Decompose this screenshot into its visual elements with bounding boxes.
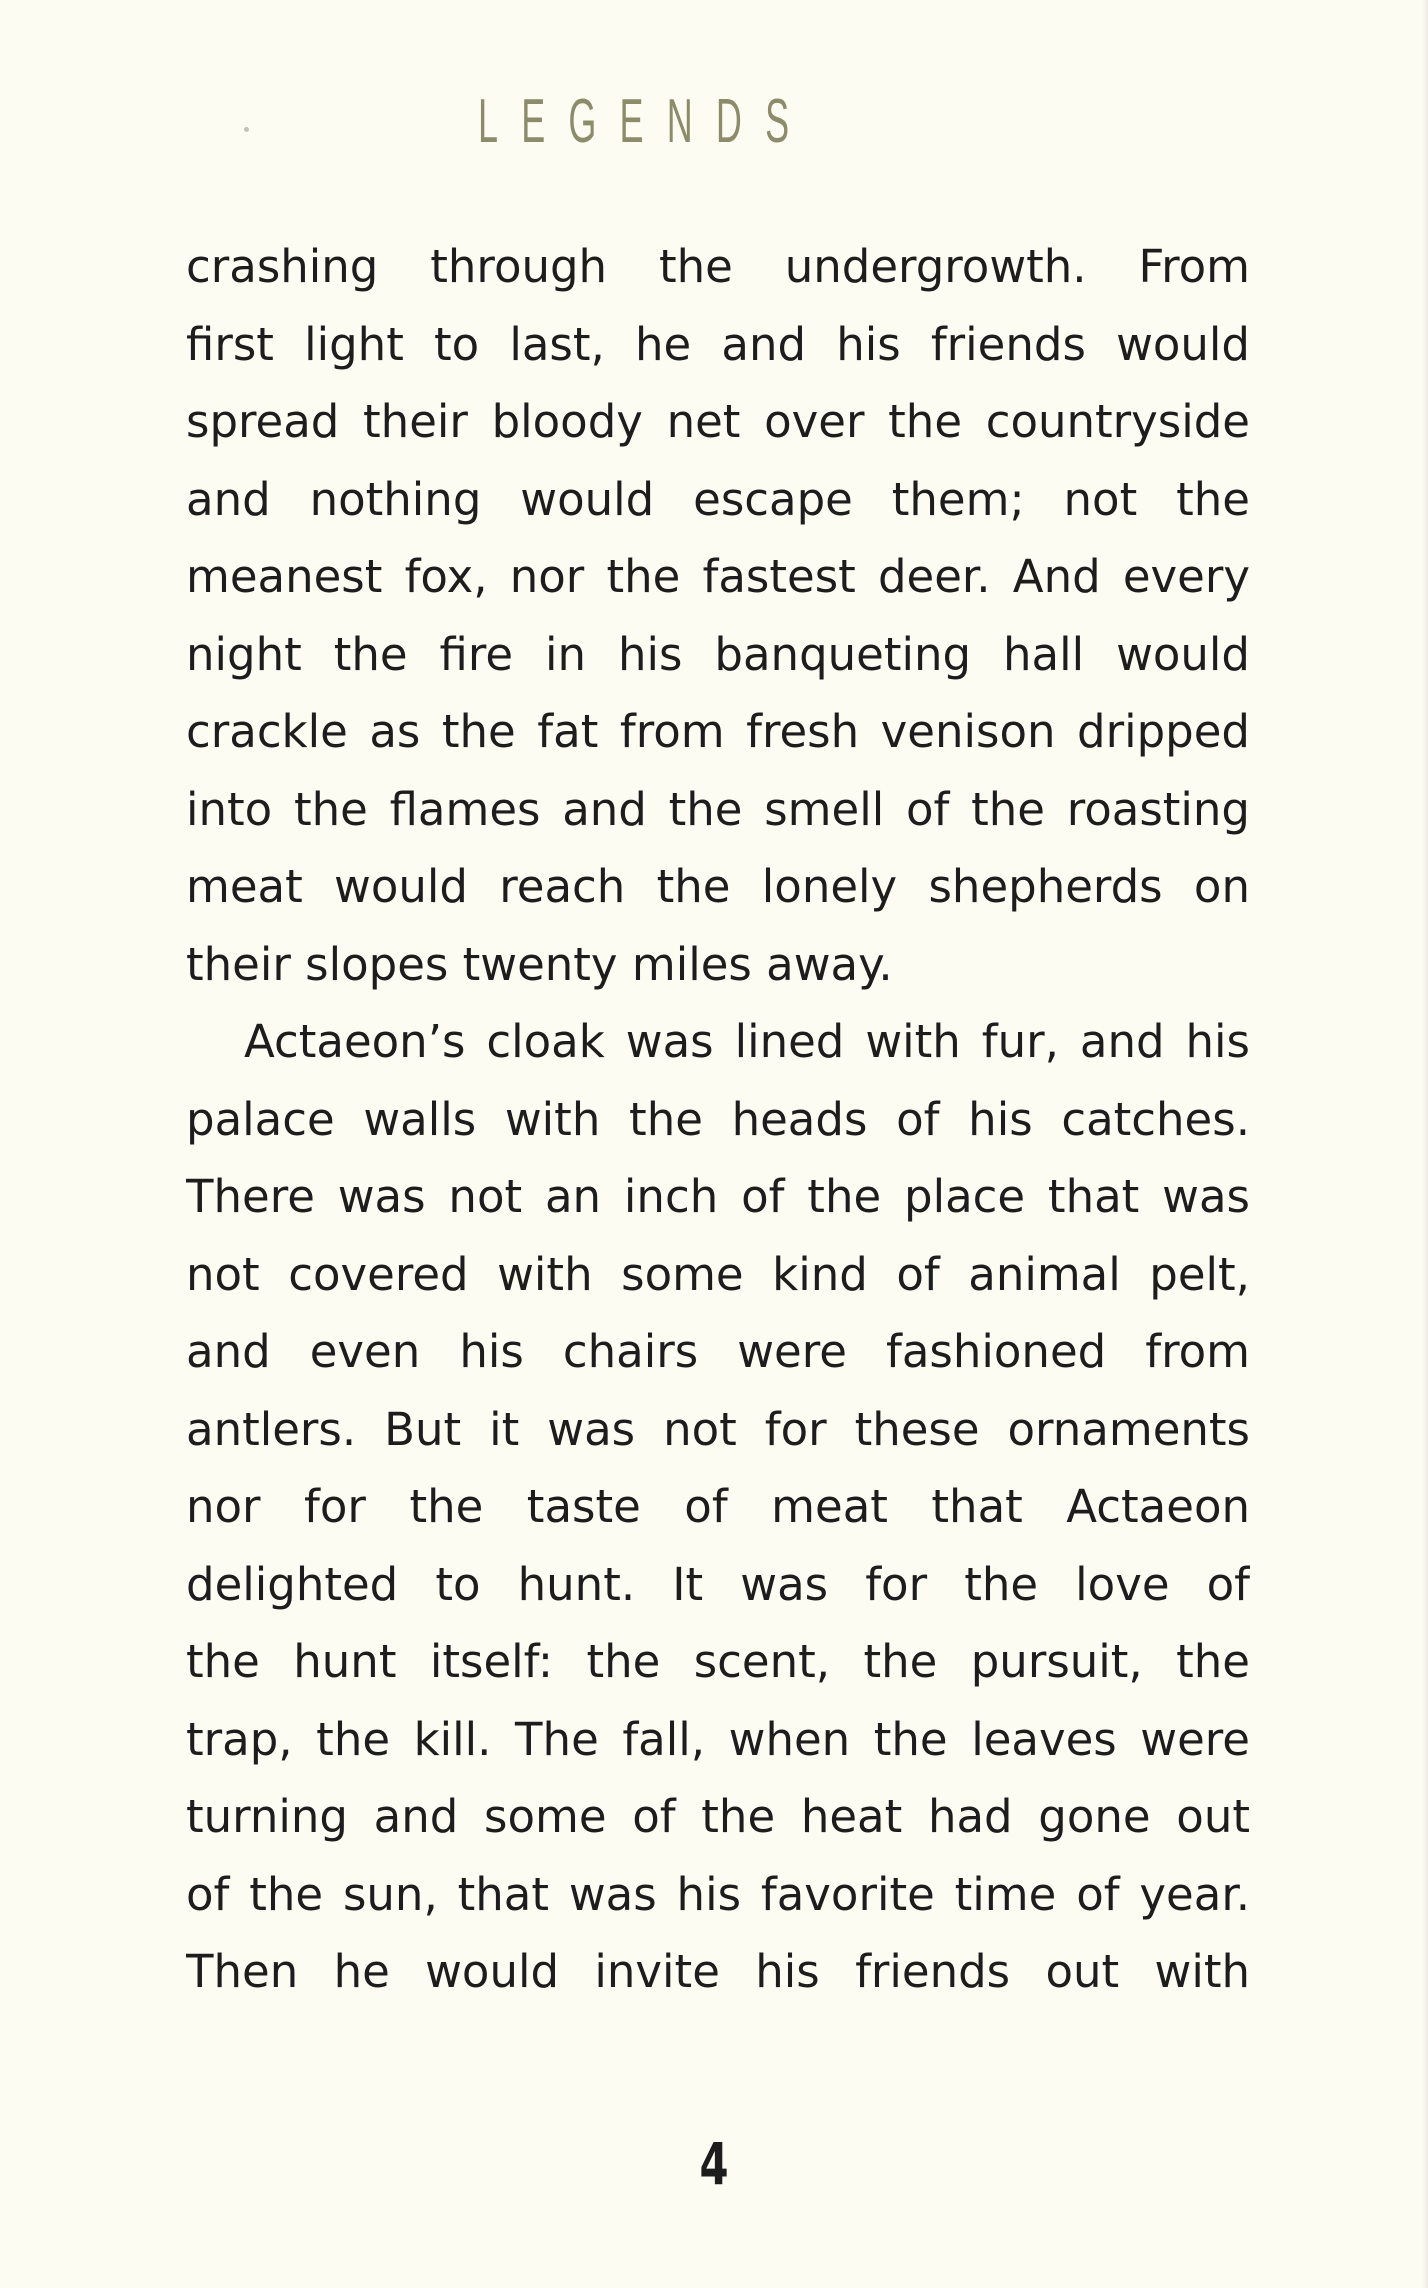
text-line: Then he would invite his friends out with bbox=[186, 1945, 1250, 1998]
text-line: meanest fox, nor the fastest deer. And every bbox=[186, 550, 1250, 603]
body-text bbox=[186, 228, 1250, 2011]
text-line: trap, the kill. The fall, when the leaves were bbox=[186, 1712, 1250, 1766]
text-line: delighted to hunt. It was for the love of bbox=[186, 1557, 1250, 1611]
text-line: palace walls with the heads of his catches. bbox=[186, 1092, 1250, 1146]
text-line: There was not an inch of the place that was bbox=[186, 1170, 1250, 1223]
text-line: meat would reach the lonely shepherds on bbox=[186, 860, 1250, 913]
text-line: crackle as the fat from fresh venison dripped bbox=[186, 705, 1250, 758]
text-line: and even his chairs were fashioned from bbox=[186, 1325, 1250, 1378]
text-line: antlers. But it was not for these ornaments bbox=[186, 1402, 1250, 1456]
text-line: of the sun, that was his favorite time of year. bbox=[186, 1867, 1250, 1921]
running-head-title: LEGENDS bbox=[478, 87, 813, 156]
text-line: not covered with some kind of animal pelt, bbox=[186, 1247, 1250, 1301]
header-dot-mark bbox=[244, 127, 249, 132]
text-line: first light to last, he and his friends would bbox=[186, 317, 1250, 371]
text-line: the hunt itself: the scent, the pursuit, the bbox=[186, 1635, 1250, 1688]
text-line: night the fire in his banqueting hall would bbox=[186, 627, 1250, 681]
text-line: spread their bloody net over the countryside bbox=[186, 395, 1250, 448]
text-line: Actaeon’s cloak was lined with fur, and his bbox=[244, 1015, 1250, 1068]
page-edge-shadow bbox=[1422, 0, 1428, 2288]
text-line: crashing through the undergrowth. From bbox=[186, 240, 1250, 293]
text-line: into the flames and the smell of the roasting bbox=[186, 782, 1250, 836]
text-line: nor for the taste of meat that Actaeon bbox=[186, 1480, 1250, 1533]
text-line: their slopes twenty miles away. bbox=[186, 937, 893, 991]
page-number: 4 bbox=[699, 2130, 729, 2198]
text-line: and nothing would escape them; not the bbox=[186, 472, 1250, 526]
text-line: turning and some of the heat had gone out bbox=[186, 1790, 1250, 1843]
